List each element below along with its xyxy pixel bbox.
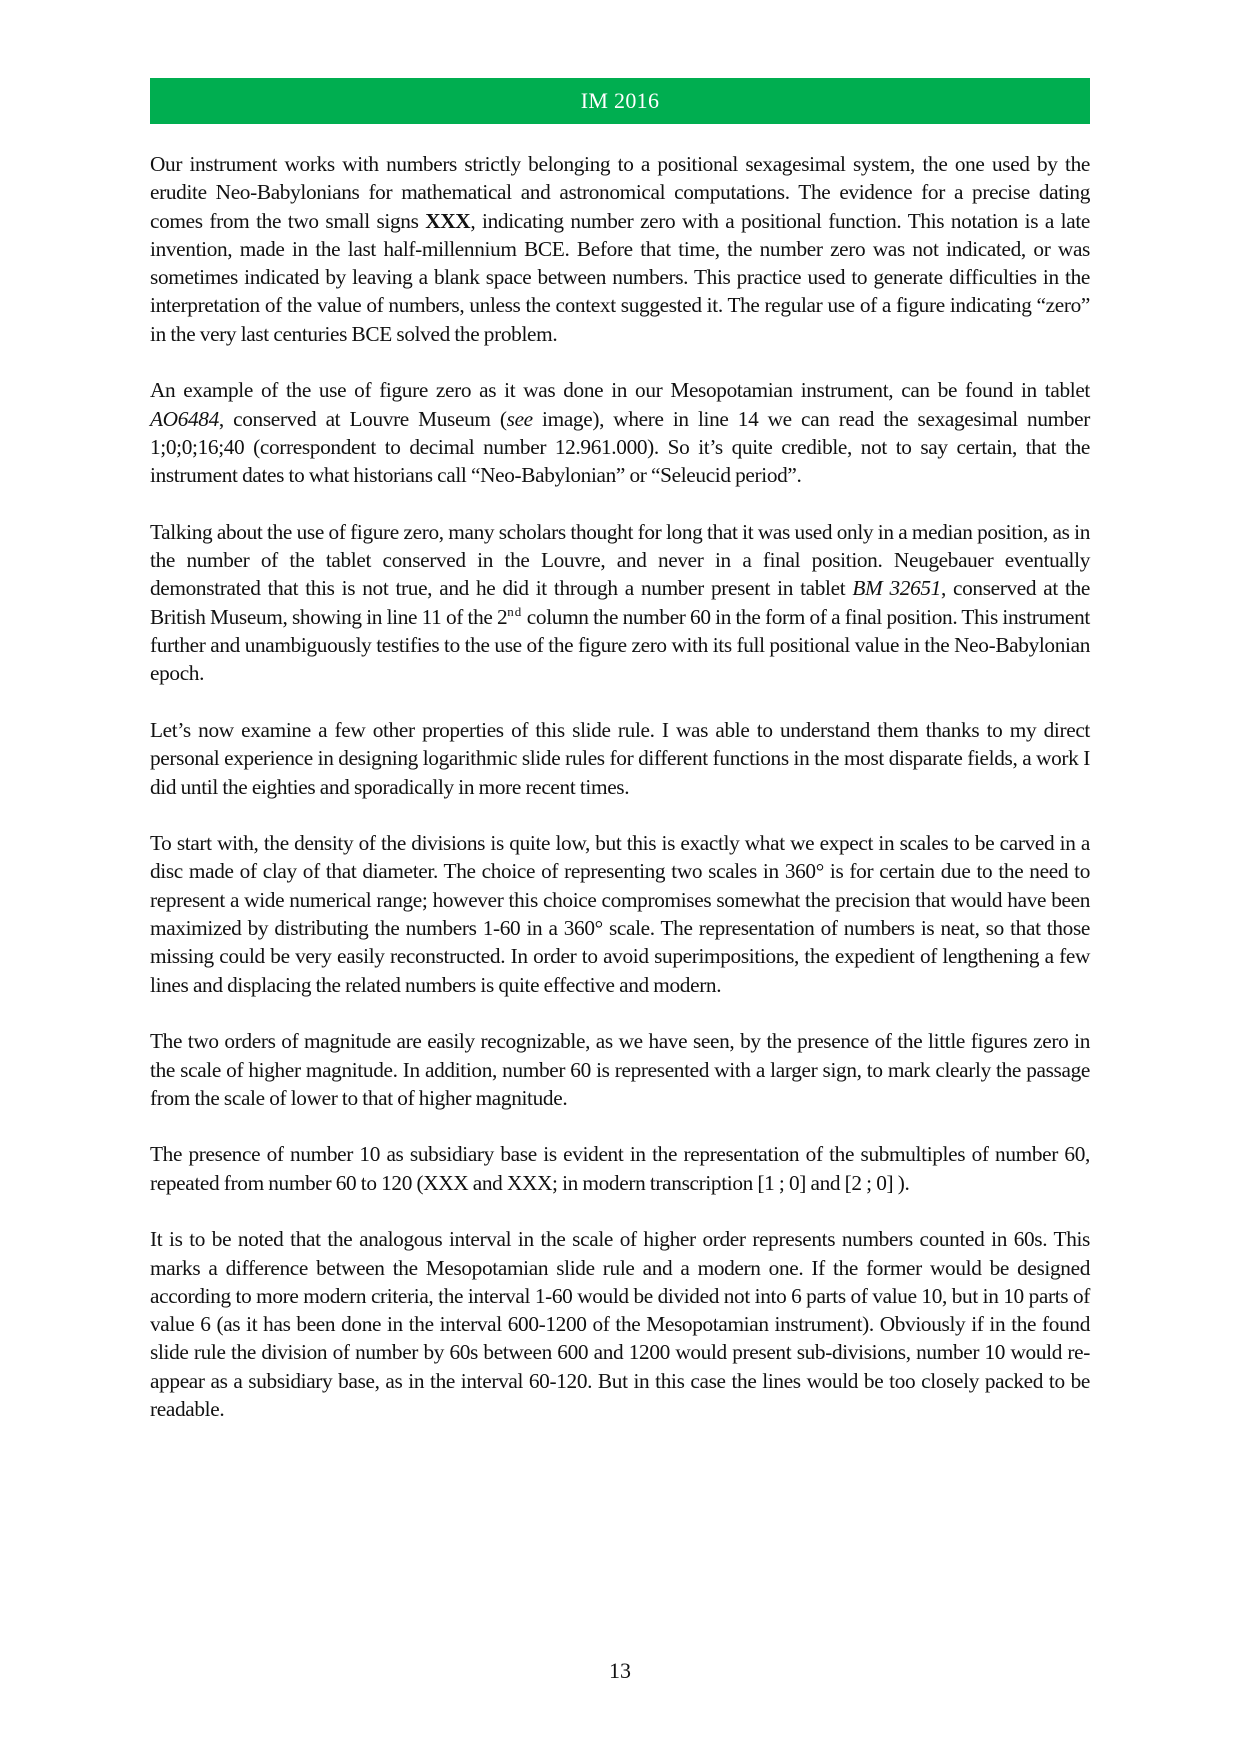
- paragraph-7: [150, 1140, 1090, 1197]
- text-segment: , indicating number zero with a positional function. This notation is a late invention, made in the last half-millennium BCE. Before that time, the number zero was not indicated, or was sometimes indicated by leaving a blank space between numbers. This practice used to generate difficulties in the interpretation of the value of numbers, unless the context suggested it. The regular use of a figure indicating “zero” in the very last centuries BCE solved the problem.: [150, 208, 1090, 346]
- paragraph-8: [150, 1225, 1090, 1423]
- header-title: IM 2016: [580, 88, 660, 113]
- text-segment: The presence of number 10 as subsidiary base is evident in the representation of the submultiples of number 60, repeated from number 60 to 120 (XXX and XXX; in modern transcription [1 ; 0] and [2 ; 0] ).: [150, 1142, 1090, 1195]
- text-segment: Talking about the use of figure zero, many scholars thought for long that it was used only in a median position, as in the number of the tablet conserved in the Louvre, and never in a final position. Neugebauer eventually demonstrated that this is not true, and he did it through a number present in tablet: [150, 519, 1090, 601]
- text-segment: The two orders of magnitude are easily recognizable, as we have seen, by the presence of the little figures zero in the scale of higher magnitude. In addition, number 60 is represented with a larger sign, to mark clearly the passage from the scale of lower to that of higher magnitude.: [150, 1029, 1090, 1110]
- text-segment: Let’s now examine a few other properties of this slide rule. I was able to understand them thanks to my direct personal experience in designing logarithmic slide rules for different functions in the most disparate fields, a work I did until the eighties and sporadically in more recent times.: [150, 717, 1090, 799]
- text-segment: , conserved at Louvre Museum (: [218, 406, 507, 431]
- text-segment: , conserved at the British Museum, showing in line 11 of the 2: [150, 576, 1090, 629]
- text-segment: It is to be noted that the analogous interval in the scale of higher order represents numbers counted in 60s. This marks a difference between the Mesopotamian slide rule and a modern one. If the former would be designed according to more modern criteria, the interval 1-60 would be divided not into 6 parts of value 10, but in 10 parts of value 6 (as it has been done in the interval 600-1200 of the Mesopotamian instrument). Obviously if in the found slide rule the division of number by 60s between 600 and 1200 would present sub-divisions, number 10 would re-appear as a subsidiary base, as in the interval 60-120. But in this case the lines would be too closely packed to be readable.: [150, 1227, 1090, 1422]
- running-header: [150, 78, 1090, 124]
- body-text: [150, 150, 1090, 1452]
- see-emphasis: see: [506, 406, 533, 431]
- tablet-reference: AO6484: [150, 406, 219, 431]
- text-segment: To start with, the density of the divisions is quite low, but this is exactly what we expect in scales to be carved in a disc made of clay of that diameter. The choice of representing two scales in 360° is for certain due to the need to represent a wide numerical range; however this choice compromises somewhat the precision that would have been maximized by distributing the numbers 1-60 in a 360° scale. The representation of numbers is neat, so that those missing could be very easily reconstructed. In order to avoid superimpositions, the expedient of lengthening a few lines and displacing the related numbers is quite effective and modern.: [150, 831, 1090, 997]
- text-segment: image), where in line 14 we can read the sexagesimal number 1;0;0;16;40 (correspondent to decimal number 12.961.000). So it’s quite credible, not to say certain, that the instrument dates to what historians call “Neo-Babylonian” or “Seleucid period”.: [150, 406, 1091, 488]
- paragraph-5: [150, 829, 1090, 999]
- text-segment: An example of the use of figure zero as it was done in our Mesopotamian instrument, can be found in tablet: [150, 378, 1090, 403]
- ordinal-superscript: nd: [507, 603, 523, 619]
- paragraph-2: [150, 376, 1090, 489]
- page-number: 13: [609, 1658, 631, 1683]
- tablet-reference: BM 32651: [852, 576, 941, 601]
- text-segment: Our instrument works with numbers strictly belonging to a positional sexagesimal system, the one used by the erudite Neo-Babylonians for mathematical and astronomical computations. The evidence for a precise dating comes from the two small signs: [150, 152, 1090, 233]
- paragraph-6: [150, 1027, 1090, 1112]
- paragraph-4: [150, 716, 1090, 801]
- paragraph-3: [150, 518, 1090, 688]
- text-segment: column the number 60 in the form of a final position. This instrument further and unambiguously testifies to the use of the figure zero with its full positional value in the Neo-Babylonian epoch.: [150, 604, 1090, 686]
- paragraph-1: [150, 150, 1090, 348]
- zero-sign-placeholder: XXX: [425, 208, 471, 233]
